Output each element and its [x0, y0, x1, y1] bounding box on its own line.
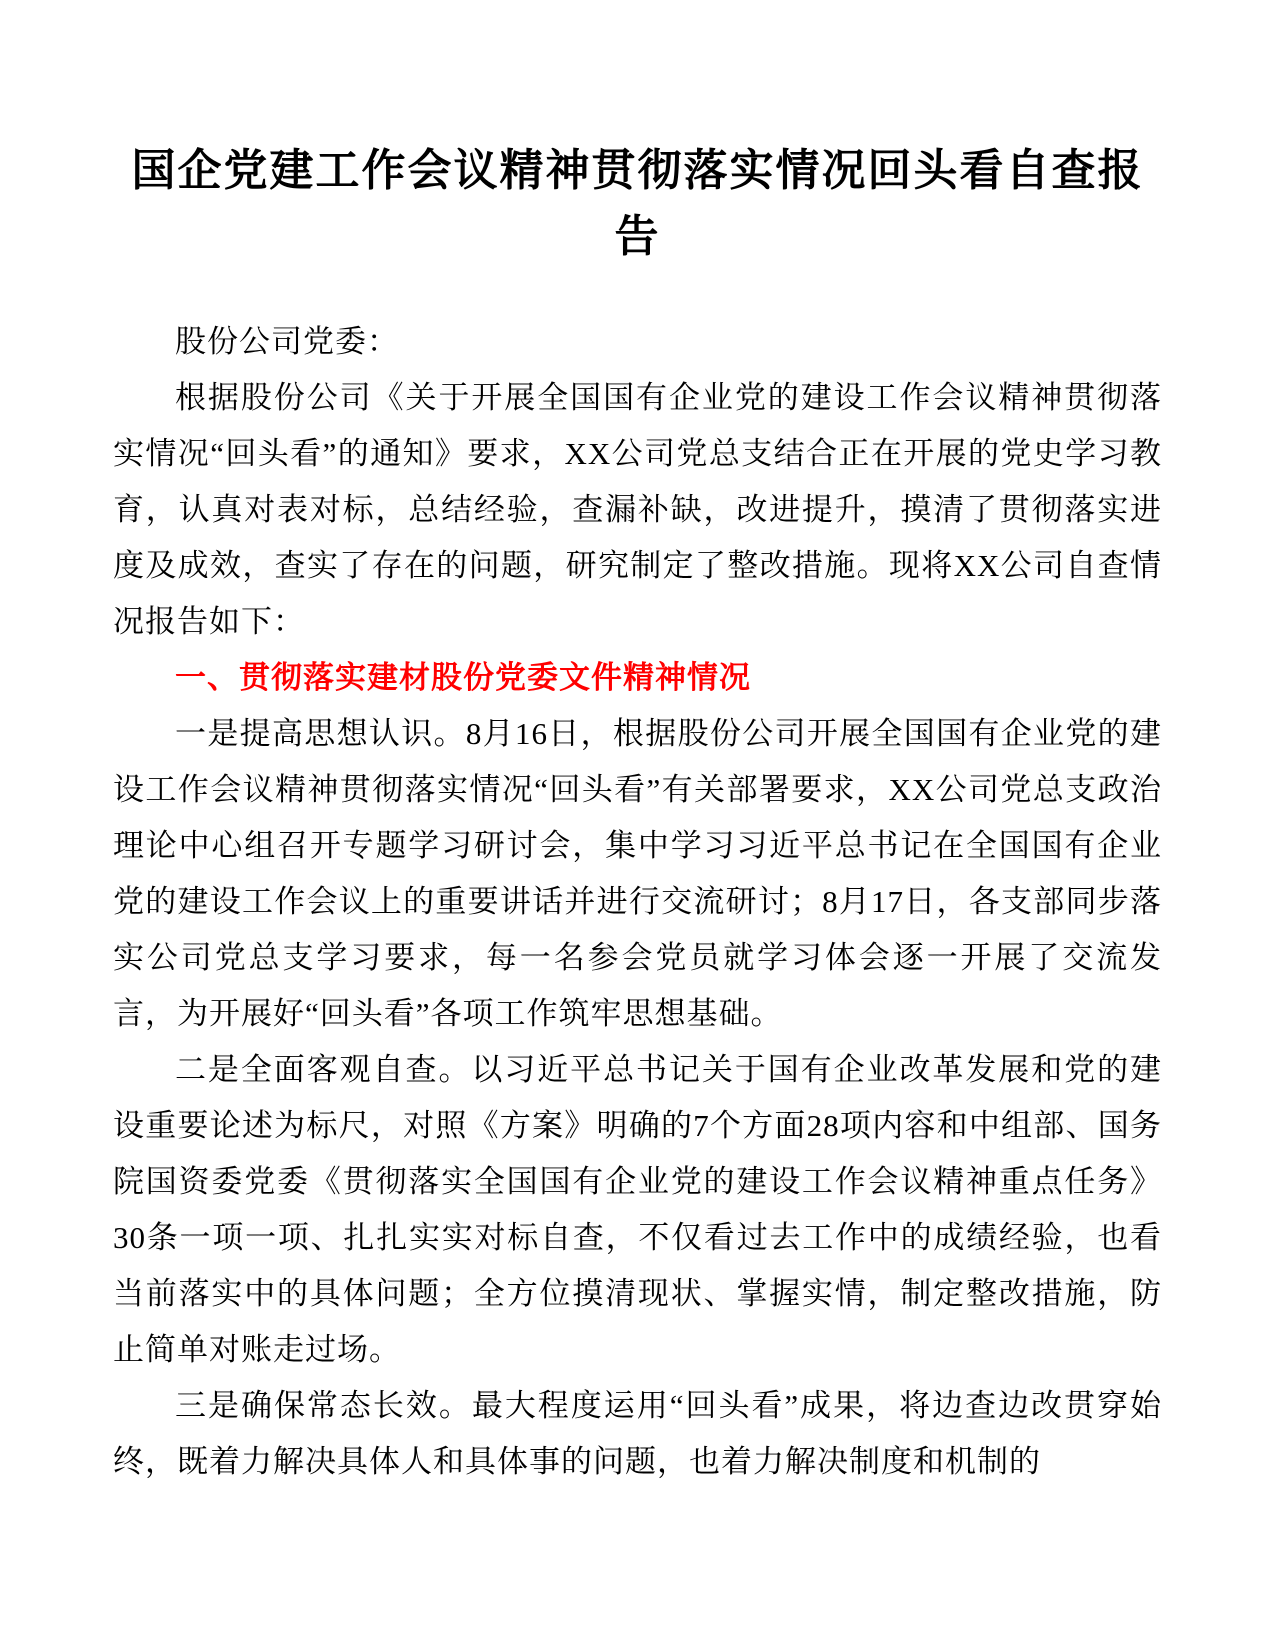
document-title: 国企党建工作会议精神贯彻落实情况回头看自查报告	[131, 146, 1144, 261]
body-paragraph-2: 二是全面客观自查。以习近平总书记关于国有企业改革发展和党的建设重要论述为标尺，对照《方案》明确的7个方面28项内容和中组部、国务院国资委党委《贯彻落实全国国有企业党的建设工作会议精神重点任务》30条一项一项、扎扎实实对标自查，不仅看过去工作中的成绩经验，也看当前落实中的具体问题；全方位摸清现状、掌握实情，制定整改措施，防止简单对账走过场。	[113, 1052, 1162, 1367]
section-heading-1: 一、贯彻落实建材股份党委文件精神情况	[175, 660, 751, 695]
intro-paragraph: 根据股份公司《关于开展全国国有企业党的建设工作会议精神贯彻落实情况“回头看”的通知》要求，XX公司党总支结合正在开展的党史学习教育，认真对表对标，总结经验，查漏补缺，改进提升，摸清了贯彻落实进度及成效，查实了存在的问题，研究制定了整改措施。现将XX公司自查情况报告如下：	[113, 380, 1162, 639]
salutation-paragraph: 股份公司党委：	[175, 324, 399, 359]
body-paragraph-3: 三是确保常态长效。最大程度运用“回头看”成果，将边查边改贯穿始终，既着力解决具体人和具体事的问题，也着力解决制度和机制的	[113, 1388, 1162, 1479]
body-paragraph-1: 一是提高思想认识。8月16日，根据股份公司开展全国国有企业党的建设工作会议精神贯彻落实情况“回头看”有关部署要求，XX公司党总支政治理论中心组召开专题学习研讨会，集中学习习近平总书记在全国国有企业党的建设工作会议上的重要讲话并进行交流研讨；8月17日，各支部同步落实公司党总支学习要求，每一名参会党员就学习体会逐一开展了交流发言，为开展好“回头看”各项工作筑牢思想基础。	[113, 716, 1162, 1031]
